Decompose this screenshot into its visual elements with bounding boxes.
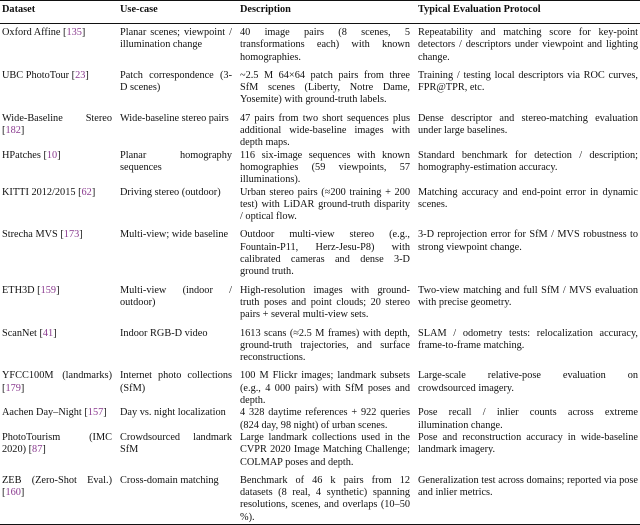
citation-link[interactable]: 62 [81,186,92,198]
protocol-cell: Two-view matching and full SfM / MVS evaluation with precise geometry. [418,284,638,308]
use-case-cell: Wide-baseline stereo pairs [120,112,229,124]
dataset-cell: Strecha MVS [173] [2,229,83,241]
protocol-cell: 3-D reprojection error for SfM / MVS robustness to strong viewpoint change. [418,229,638,253]
dataset-name: HPatches [2,149,41,161]
citation-link[interactable]: 179 [5,382,21,394]
table-row [0,407,640,432]
citation-link[interactable]: 23 [75,69,86,81]
protocol-cell: Pose and reconstruction accuracy in wide-baseline landmark imagery. [418,431,638,456]
dataset-cell: ZEB (Zero-Shot Eval.) [160] [2,474,112,499]
dataset-name: Strecha MVS [2,229,58,241]
dataset-cell: ScanNet [41] [2,327,57,339]
dataset-name: Aachen Day–Night [2,407,82,419]
citation-link[interactable]: 87 [32,444,43,456]
table-row [0,187,640,230]
dataset-name: YFCC100M (landmarks) [2,370,112,382]
dataset-name: UBC PhotoTour [2,69,70,81]
dataset-cell: Aachen Day–Night [157] [2,407,107,419]
dataset-cell: Oxford Affine [135] [2,27,86,38]
description-cell: High-resolution images with ground-truth poses and point clouds; 20 stereo pairs + several multi-view sets. [240,284,410,321]
protocol-cell: Matching accuracy and end-point error in dynamic scenes. [418,186,638,210]
dataset-cell: PhotoTourism (IMC 2020) [87] [2,431,112,456]
description-cell: Outdoor multi-view stereo (e.g., Fountain-P11, Herz-Jesu-P8) with calibrated cameras and dense 3-D ground truth. [240,229,410,278]
use-case-cell: Driving stereo (outdoor) [120,186,221,198]
protocol-cell: Dense descriptor and stereo-matching evaluation under large baselines. [418,112,638,137]
use-case-cell: Internet photo collections (SfM) [120,370,232,394]
citation-link[interactable]: 160 [5,487,21,499]
use-case-cell: Patch correspondence (3-D scenes) [120,69,232,94]
dataset-cell: HPatches [10] [2,149,61,161]
table-row [0,475,640,525]
table-row [0,113,640,150]
table-header-row [0,1,640,24]
description-cell: 40 image pairs (8 scenes, 5 transformations each) with known homographies. [240,27,410,63]
use-case-cell: Multi-view (indoor / outdoor) [120,284,232,308]
dataset-name: Wide-Baseline Stereo [2,112,112,124]
protocol-cell: Pose recall / inlier counts across extreme illumination change. [418,407,638,431]
description-cell: Urban stereo pairs (≈200 training + 200 test) with LiDAR ground-truth disparity / optical flow. [240,186,410,223]
table-row [0,150,640,187]
table-row [0,24,640,70]
protocol-cell: Large-scale relative-pose evaluation on crowdsourced imagery. [418,370,638,394]
description-cell: ~2.5 M 64×64 patch pairs from three SfM scenes (Liberty, Notre Dame, Yosemite) with ground-truth labels. [240,69,410,106]
protocol-cell: SLAM / odometry tests: relocalization accuracy, frame-to-frame matching. [418,327,638,351]
citation-link[interactable]: 173 [63,229,80,241]
protocol-cell: Repeatability and matching score for key-point detectors / descriptors under viewpoint and lighting change. [418,27,638,63]
description-cell: 116 six-image sequences with known homographies (59 viewpoints, 57 illuminations). [240,149,410,186]
header-dataset: Dataset [2,4,36,15]
protocol-cell: Standard benchmark for detection / description; homography-estimation accuracy. [418,149,638,173]
description-cell: Benchmark of 46 k pairs from 12 datasets (8 real, 4 synthetic) spanning resolutions, scenes, and overlaps (10–50 %). [240,474,410,523]
description-cell: 47 pairs from two short sequences plus additional wide-baseline images with depth maps. [240,112,410,149]
dataset-cell: KITTI 2012/2015 [62] [2,186,96,198]
dataset-name: ScanNet [2,327,37,339]
header-protocol: Typical Evaluation Protocol [418,4,541,15]
table-row [0,229,640,284]
citation-link[interactable]: 41 [42,327,54,339]
citation-link[interactable]: 182 [5,125,21,137]
dataset-name: ZEB (Zero-Shot Eval.) [2,474,112,486]
description-cell: Large landmark collections used in the CVPR 2020 Image Matching Challenge; COLMAP poses and depth. [240,431,410,468]
dataset-cell: Wide-Baseline Stereo [182] [2,112,112,137]
use-case-cell: Cross-domain matching [120,474,219,486]
table-row [0,328,640,371]
dataset-name: ETH3D [2,284,35,296]
table-row [0,370,640,407]
dataset-cell: ETH3D [159] [2,284,60,296]
citation-link[interactable]: 157 [87,407,104,419]
header-use-case: Use-case [120,4,158,15]
table-row [0,432,640,475]
dataset-name: KITTI 2012/2015 [2,186,76,198]
use-case-cell: Crowdsourced landmark SfM [120,431,232,456]
table-row [0,70,640,113]
use-case-cell: Planar homography sequences [120,149,232,173]
use-case-cell: Indoor RGB-D video [120,327,208,339]
dataset-cell: YFCC100M (landmarks) [179] [2,370,112,394]
protocol-cell: Training / testing local descriptors via ROC curves, FPR@TPR, etc. [418,69,638,94]
protocol-cell: Generalization test across domains; reported via pose and inlier metrics. [418,474,638,499]
dataset-cell: UBC PhotoTour [23] [2,69,89,81]
citation-link[interactable]: 159 [40,284,57,296]
description-cell: 4 328 daytime references + 922 queries (824 day, 98 night) of urban scenes. [240,407,410,431]
use-case-cell: Planar scenes; viewpoint / illumination change [120,27,232,51]
use-case-cell: Multi-view; wide baseline [120,229,229,241]
description-cell: 100 M Flickr images; landmark subsets (e.g., 4 000 pairs) with SfM poses and depth. [240,370,410,407]
description-cell: 1613 scans (≈2.5 M frames) with depth, ground-truth trajectories, and surface reconstructions. [240,327,410,364]
table-row [0,285,640,328]
header-description: Description [240,4,291,15]
citation-link[interactable]: 135 [66,27,82,38]
dataset-name: PhotoTourism (IMC 2020) [2,431,112,456]
use-case-cell: Day vs. night localization [120,407,226,419]
citation-link[interactable]: 10 [46,149,58,161]
dataset-name: Oxford Affine [2,27,61,38]
